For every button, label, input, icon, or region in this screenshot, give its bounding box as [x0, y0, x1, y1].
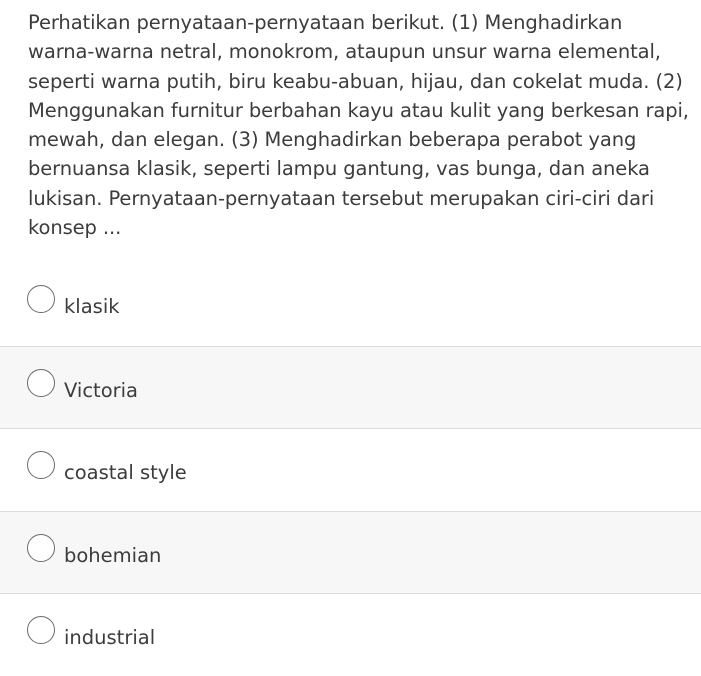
option-label: Victoria — [64, 378, 139, 402]
option-label: coastal style — [64, 461, 187, 484]
answer-options — [0, 263, 701, 676]
radio-button[interactable] — [27, 285, 55, 313]
option-bohemian[interactable] — [0, 511, 701, 594]
option-coastal-style[interactable] — [0, 428, 701, 511]
question-text: Perhatikan pernyataan-pernyataan berikut. (1) Menghadirkan warna-warna netral, monokrom, ataupun unsur warna elemental, seperti warna putih, biru keabu-abuan, hijau, dan cokelat muda. (2) Menggunakan furnitur berbahan kayu atau kulit yang berkesan rapi, mewah, dan elegan. (3) Menghadirkan beberapa perabot yang bernuansa klasik, seperti lampu gantung, vas bunga, dan aneka lukisan. Pernyataan-pernyataan tersebut merupakan ciri-ciri dari konsep ... — [28, 11, 689, 240]
option-victoria[interactable] — [0, 346, 701, 429]
option-label: bohemian — [64, 543, 162, 567]
radio-button[interactable] — [27, 534, 55, 562]
radio-button[interactable] — [27, 616, 55, 644]
option-label: industrial — [64, 626, 156, 649]
option-label: klasik — [64, 295, 120, 318]
option-klasik[interactable] — [0, 263, 701, 346]
radio-button[interactable] — [27, 451, 55, 479]
radio-button[interactable] — [27, 369, 55, 397]
option-industrial[interactable] — [0, 593, 701, 676]
